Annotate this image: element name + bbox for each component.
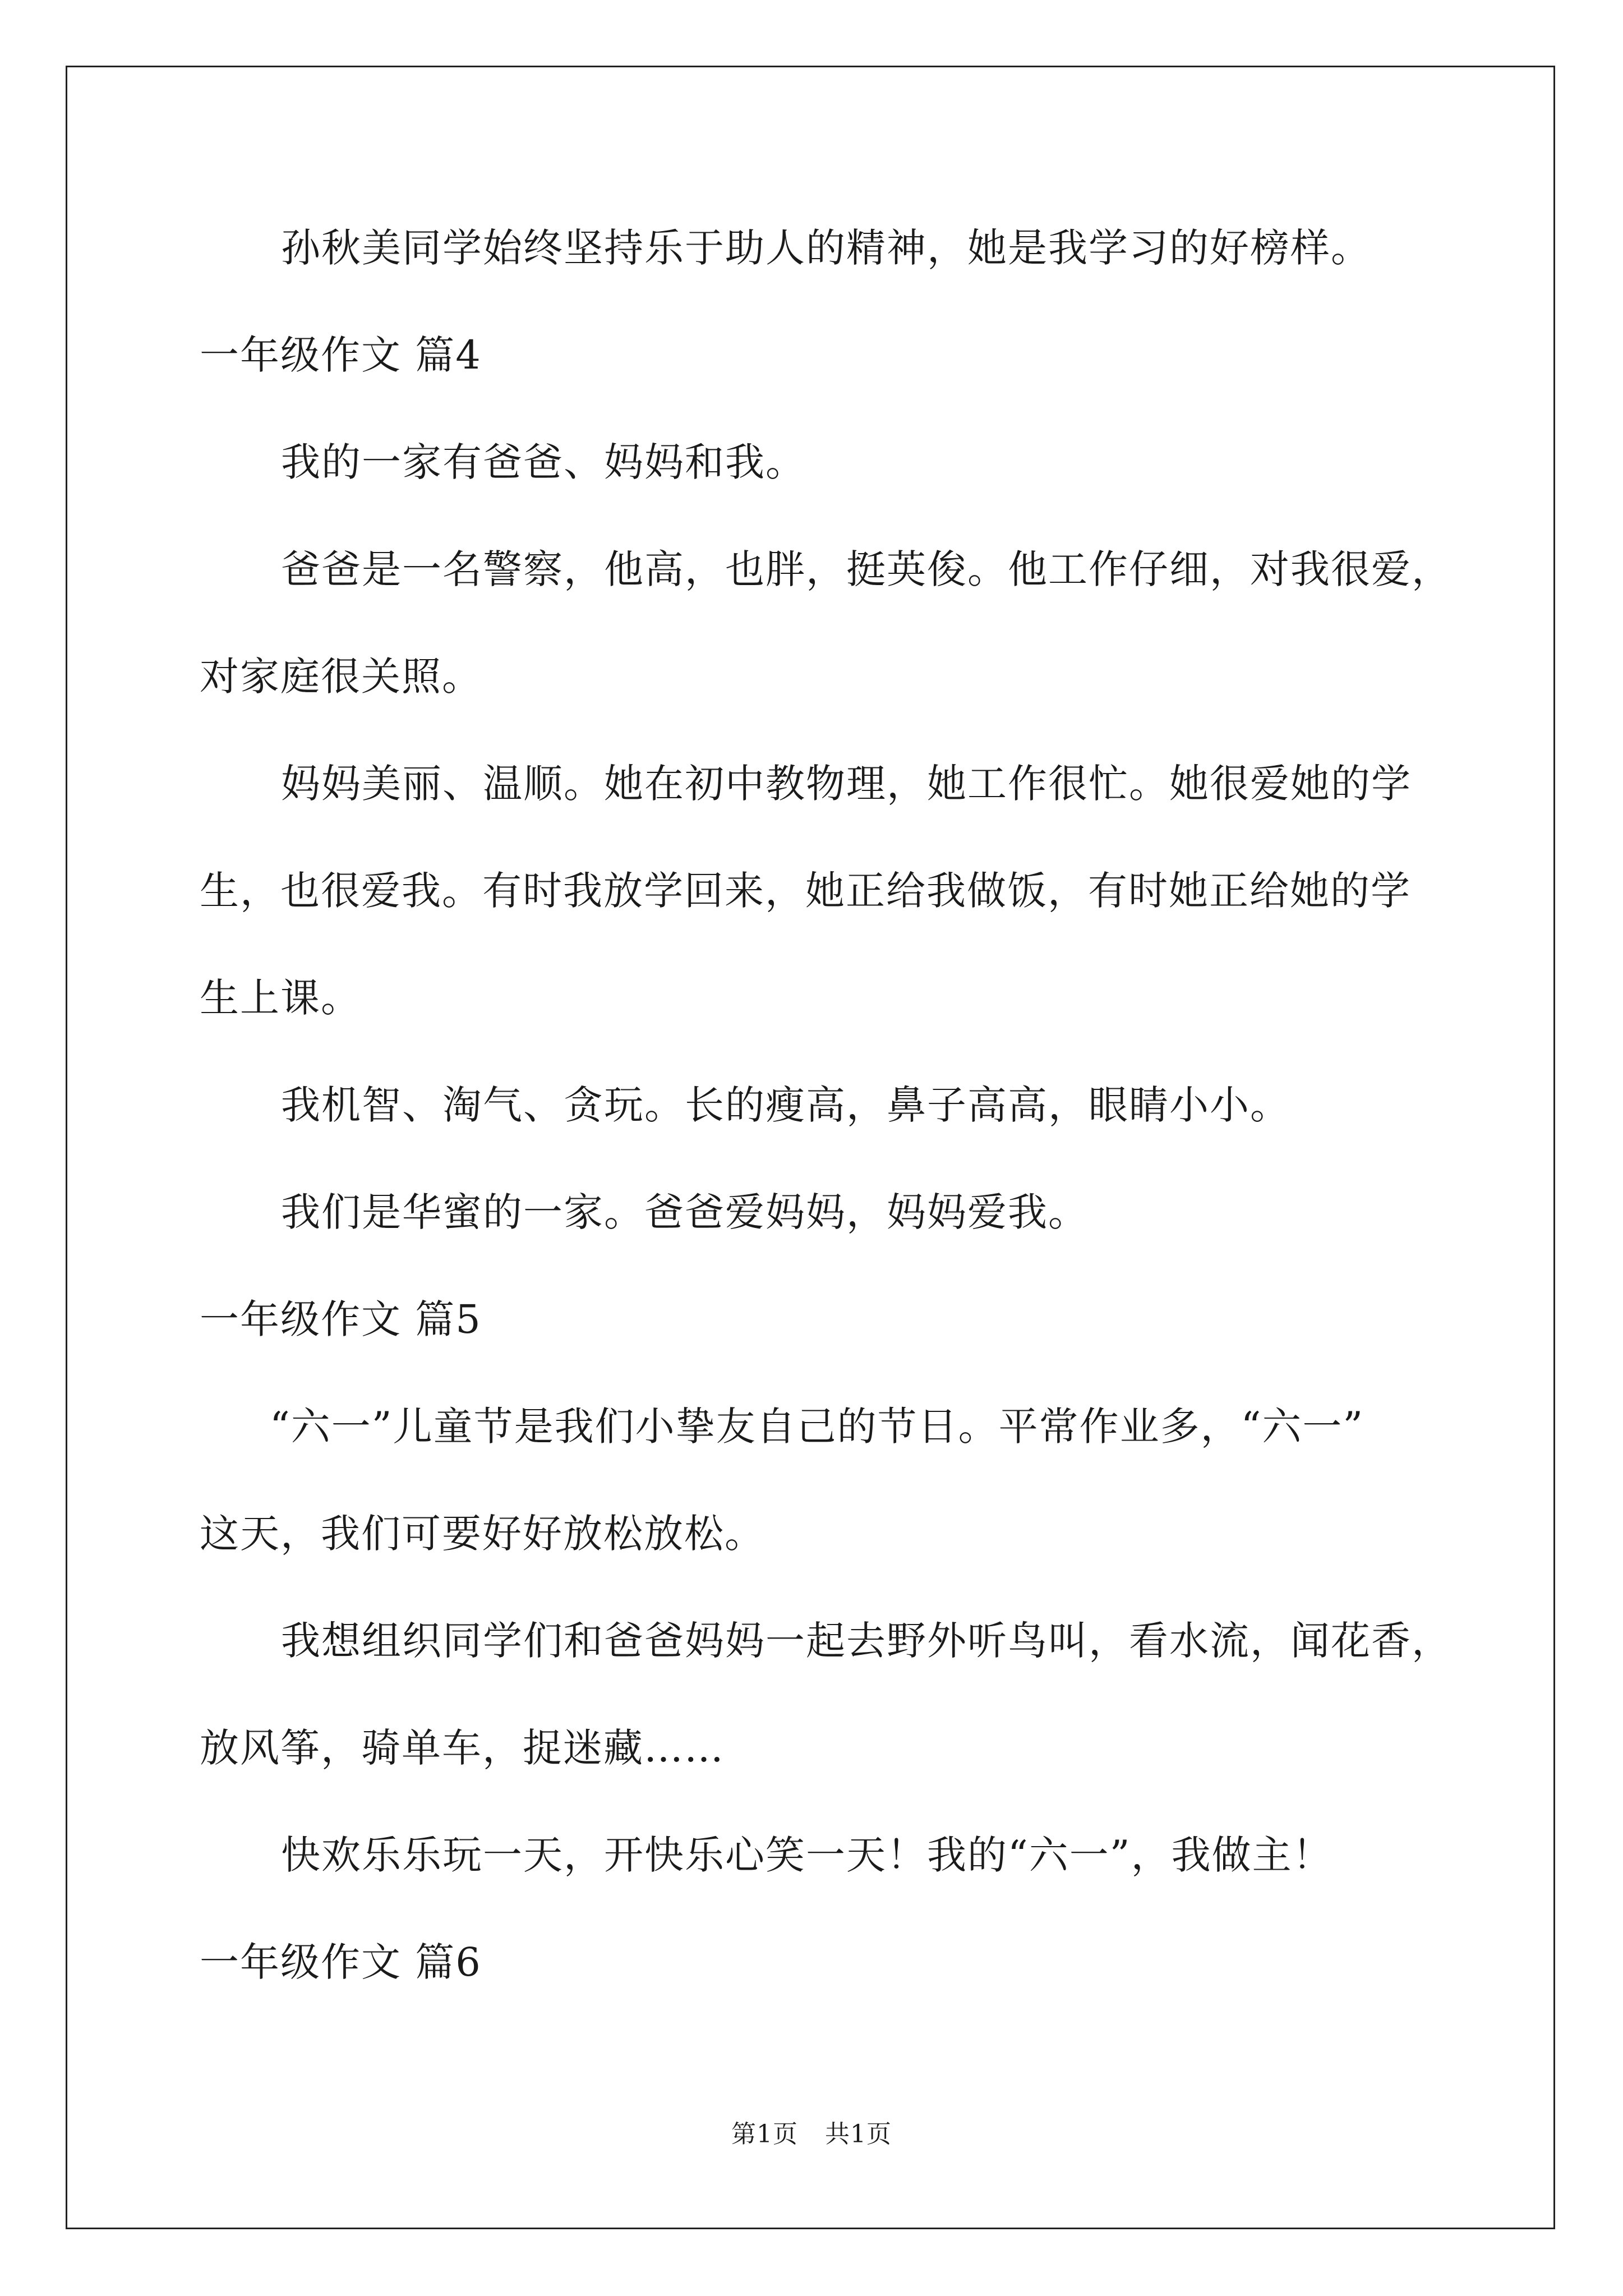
page-footer (0, 2118, 1623, 2151)
paragraph-line: 生上课。 (200, 975, 361, 1021)
paragraph-line: 放风筝，骑单车，捉迷藏…… (200, 1725, 725, 1771)
paragraph-line: “六一”儿童节是我们小挚友自己的节日。平常作业多，“六一” (270, 1404, 1364, 1450)
paragraph-line: 我的一家有爸爸、妈妈和我。 (281, 439, 806, 485)
page-frame (66, 66, 1555, 2229)
section-heading-4: 一年级作文 篇4 (200, 332, 482, 378)
section-heading-5: 一年级作文 篇5 (200, 1296, 482, 1342)
paragraph-line: 对家庭很关照。 (200, 654, 482, 700)
paragraph-line: 这天，我们可要好好放松放松。 (200, 1511, 765, 1557)
page-number: 第1页 (731, 2120, 798, 2148)
paragraph-line: 妈妈美丽、温顺。她在初中教物理，她工作很忙。她很爱她的学 (281, 761, 1412, 807)
paragraph-line: 孙秋美同学始终坚持乐于助人的精神，她是我学习的好榜样。 (281, 225, 1371, 271)
paragraph-line: 我机智、淘气、贪玩。长的瘦高，鼻子高高，眼睛小小。 (281, 1082, 1290, 1128)
page-total: 共1页 (825, 2120, 892, 2148)
paragraph-line: 生，也很爱我。有时我放学回来，她正给我做饭，有时她正给她的学 (200, 868, 1411, 914)
paragraph-line: 快欢乐乐玩一天，开快乐心笑一天！我的“六一”，我做主！ (281, 1832, 1333, 1878)
paragraph-line: 我想组织同学们和爸爸妈妈一起去野外听鸟叫，看水流，闻花香， (281, 1618, 1452, 1664)
paragraph-line: 爸爸是一名警察，他高，也胖，挺英俊。他工作仔细，对我很爱， (281, 546, 1452, 592)
section-heading-6: 一年级作文 篇6 (200, 1939, 482, 1985)
paragraph-line: 我们是华蜜的一家。爸爸爱妈妈，妈妈爱我。 (281, 1189, 1089, 1235)
